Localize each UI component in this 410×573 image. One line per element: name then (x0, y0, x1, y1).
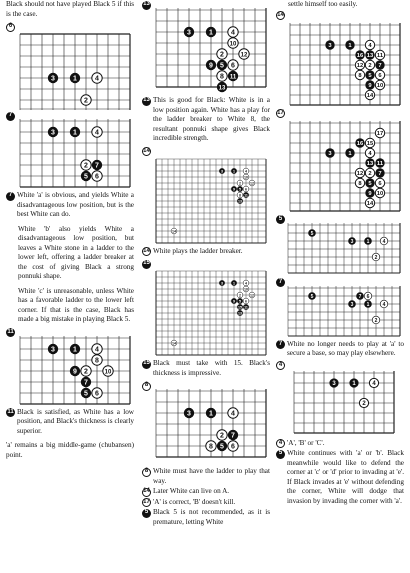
svg-text:10: 10 (376, 190, 384, 197)
svg-text:5: 5 (220, 62, 224, 70)
svg-text:4: 4 (231, 410, 235, 418)
diagram-17 (276, 109, 404, 213)
svg-text:6: 6 (95, 173, 99, 181)
note-14-number: 14 (142, 488, 151, 497)
svg-text:4: 4 (95, 346, 99, 353)
diagram-6 (6, 22, 134, 110)
svg-text:2: 2 (368, 62, 372, 69)
svg-text:4: 4 (95, 129, 99, 137)
svg-text:5: 5 (310, 293, 314, 300)
svg-text:2: 2 (84, 162, 88, 170)
svg-text:3: 3 (328, 150, 332, 157)
svg-text:8: 8 (95, 357, 99, 364)
svg-text:10: 10 (229, 41, 237, 48)
svg-text:4: 4 (95, 75, 99, 83)
svg-text:11: 11 (376, 160, 384, 167)
diagram-4 (276, 361, 404, 439)
note-4 (276, 439, 404, 449)
diagram-7b-caption (276, 340, 404, 359)
diagram-13 (142, 0, 270, 96)
diagram-5-label: 5 (276, 215, 285, 224)
para-white-b: White 'b' also yields White a disadvantageous low position, but leaves a White stone in a ladder to the lower left, offering a ladder breaker at the cost of giving Black a strong ponnuki shape. (18, 224, 134, 280)
diagram-14b-label: 14 (276, 11, 285, 20)
svg-text:1: 1 (73, 129, 77, 137)
diagram-14 (142, 147, 270, 247)
svg-text:1: 1 (73, 75, 77, 83)
svg-text:10: 10 (244, 287, 248, 292)
note-17-text: 'A' is correct, 'B' doesn't kill. (153, 497, 236, 506)
svg-text:7: 7 (84, 379, 88, 386)
svg-text:2: 2 (239, 293, 241, 298)
para-white-c: White 'c' is unreasonable, unless White has a favorable ladder to the lower left corner. If that is the case, Black has made a big mistake in playing Black 5. (18, 286, 134, 323)
svg-text:6: 6 (95, 390, 99, 397)
svg-text:9: 9 (209, 62, 213, 70)
diagram-7b (276, 278, 404, 340)
svg-text:6: 6 (378, 72, 382, 79)
svg-text:10: 10 (376, 82, 384, 89)
svg-text:4: 4 (245, 168, 247, 173)
column-left (6, 0, 134, 460)
caption-14-text: White plays the ladder breaker. (153, 246, 243, 255)
svg-text:1: 1 (348, 150, 352, 157)
caption-7-number: 7 (6, 192, 15, 201)
svg-text:14: 14 (366, 92, 374, 99)
svg-text:12: 12 (250, 180, 254, 185)
caption-13-number: 13 (142, 97, 151, 106)
go-board-6 (6, 22, 134, 110)
diagram-7b-label: 7 (276, 278, 285, 287)
svg-text:7: 7 (378, 170, 382, 177)
svg-text:16: 16 (356, 140, 364, 147)
svg-text:5: 5 (310, 230, 314, 237)
svg-text:4: 4 (368, 42, 372, 49)
go-board-7b (276, 278, 404, 340)
go-board-14b (276, 11, 404, 107)
note-14-text: Later White can live on A. (153, 487, 230, 495)
svg-text:1: 1 (209, 29, 213, 37)
svg-text:4: 4 (372, 380, 376, 387)
svg-text:13: 13 (238, 198, 242, 203)
diagram-11-label: 11 (6, 328, 15, 337)
svg-text:12: 12 (240, 52, 248, 59)
svg-text:9: 9 (368, 82, 372, 89)
svg-text:3: 3 (221, 281, 223, 286)
svg-text:10: 10 (104, 369, 112, 375)
caption-14-number: 14 (142, 247, 151, 256)
svg-text:2: 2 (374, 254, 378, 261)
diagram-7-caption (6, 191, 134, 220)
svg-text:1: 1 (348, 42, 352, 49)
caption-15-text: Black must take with 15. Black's thickness is impressive. (153, 359, 270, 377)
svg-text:2: 2 (362, 400, 366, 407)
svg-text:2: 2 (374, 317, 378, 324)
svg-text:13: 13 (218, 85, 226, 92)
svg-text:1: 1 (366, 301, 370, 308)
diagram-7 (6, 111, 134, 191)
svg-text:8: 8 (239, 192, 241, 197)
svg-text:11: 11 (244, 192, 248, 197)
svg-text:4: 4 (368, 150, 372, 157)
svg-text:9: 9 (73, 368, 77, 375)
diagram-15 (142, 259, 270, 359)
svg-text:3: 3 (350, 238, 354, 245)
svg-text:6: 6 (245, 186, 247, 191)
caption-7-text: White 'a' is obvious, and yields White a disadvantageous low position, but is the best White can do. (17, 191, 134, 218)
note-5b-text: White continues with 'a' or 'b'. Black meanwhile would like to defend the corner at 'c' or 'd' prior to invading at 'e'. If Black invades at 'e' without defending the corner, White will dodge that invasion by invading the corner with 'a'. (287, 449, 404, 505)
diagram-13-caption (142, 96, 270, 144)
svg-text:9: 9 (368, 190, 372, 197)
svg-text:11: 11 (376, 52, 384, 59)
svg-text:3: 3 (187, 29, 191, 37)
svg-text:5: 5 (84, 173, 88, 181)
svg-text:6: 6 (245, 299, 247, 304)
svg-text:3: 3 (350, 301, 354, 308)
note-4-text: 'A', 'B' or 'C'. (287, 438, 325, 447)
note-14 (142, 487, 270, 497)
svg-text:8: 8 (220, 73, 224, 81)
svg-text:6: 6 (378, 180, 382, 187)
svg-text:5: 5 (84, 390, 88, 397)
continued-text: settle himself too easily. (288, 0, 358, 8)
note-5-text: Black 5 is not recommended, as it is premature, letting White (153, 508, 270, 526)
caption-11-number: 11 (6, 408, 15, 417)
note-17 (142, 498, 270, 508)
diagram-8-label: 8 (142, 382, 151, 391)
diagram-15-label: 15 (142, 260, 151, 269)
svg-text:8: 8 (358, 180, 362, 187)
svg-text:14: 14 (366, 200, 374, 207)
svg-text:12: 12 (356, 170, 364, 177)
svg-text:2: 2 (239, 180, 241, 185)
go-board-14 (142, 147, 270, 247)
diagram-6-label: 6 (6, 23, 15, 32)
note-5 (142, 508, 270, 527)
go-board-15 (142, 259, 270, 359)
go-board-7 (6, 111, 134, 191)
svg-text:17: 17 (376, 130, 384, 137)
diagram-7-label: 7 (6, 112, 15, 121)
go-board-4 (276, 361, 404, 439)
svg-text:4: 4 (382, 301, 386, 308)
svg-text:7: 7 (378, 62, 382, 69)
svg-text:1: 1 (233, 168, 235, 173)
svg-text:4: 4 (245, 281, 247, 286)
svg-text:13: 13 (366, 52, 374, 59)
diagram-8-caption (142, 467, 270, 486)
diagram-14b (276, 11, 404, 107)
svg-text:3: 3 (51, 129, 55, 137)
svg-text:1: 1 (209, 410, 213, 418)
svg-text:5: 5 (239, 186, 241, 191)
caption-11-text: Black is satisfied, as White has a low position, and Black's thickness is clearly superior. (17, 407, 134, 435)
go-board-8 (142, 381, 270, 467)
diagram-8 (142, 381, 270, 467)
caption-15-number: 15 (142, 360, 151, 369)
caption-8-text: White must have the ladder to play that way. (153, 467, 270, 485)
svg-text:6: 6 (231, 62, 235, 70)
svg-text:14: 14 (172, 228, 176, 233)
svg-text:6: 6 (231, 443, 235, 451)
svg-text:15: 15 (366, 140, 374, 147)
caption-7b-text: White no longer needs to play at 'a' to secure a base, so may play elsewhere. (287, 339, 404, 357)
column-right (276, 0, 404, 506)
note-17-number: 17 (142, 498, 151, 507)
svg-text:1: 1 (352, 380, 356, 387)
note-4-number: 4 (276, 439, 285, 448)
diagram-14-caption (142, 247, 270, 257)
svg-text:3: 3 (221, 168, 223, 173)
svg-text:6: 6 (366, 293, 370, 300)
svg-text:2: 2 (84, 97, 88, 105)
svg-text:3: 3 (51, 75, 55, 83)
svg-text:14: 14 (172, 341, 176, 346)
diagram-17-label: 17 (276, 109, 285, 118)
svg-text:4: 4 (382, 238, 386, 245)
diagram-4-label: 4 (276, 361, 285, 370)
diagram-11-caption (6, 408, 134, 437)
note-5-number: 5 (142, 509, 151, 518)
svg-text:2: 2 (220, 432, 224, 440)
caption-8-number: 8 (142, 468, 151, 477)
intro-text: Black should not have played Black 5 if this is the case. (6, 0, 134, 18)
diagram-5 (276, 215, 404, 277)
svg-text:12: 12 (250, 293, 254, 298)
svg-text:3: 3 (328, 42, 332, 49)
column-middle (142, 0, 270, 527)
svg-text:2: 2 (84, 368, 88, 375)
svg-text:2: 2 (220, 51, 224, 59)
diagram-15-caption (142, 359, 270, 378)
svg-text:7: 7 (95, 162, 99, 170)
svg-text:3: 3 (332, 380, 336, 387)
svg-text:11: 11 (244, 305, 248, 310)
svg-text:16: 16 (356, 52, 364, 59)
svg-text:2: 2 (368, 170, 372, 177)
svg-text:1: 1 (366, 238, 370, 245)
svg-text:8: 8 (358, 72, 362, 79)
caption-13-text: This is good for Black: White is in a low position again. White has a play for the ladder breaker to White 8, the resultant ponnuki shape gives Black incredible strength. (153, 96, 270, 142)
svg-text:5: 5 (239, 299, 241, 304)
svg-text:7: 7 (358, 293, 362, 300)
para-point-a: 'a' remains a big middle-game (chubansen) point. (6, 441, 134, 459)
svg-text:11: 11 (229, 74, 237, 81)
svg-text:7: 7 (231, 432, 235, 440)
svg-text:5: 5 (368, 180, 372, 187)
svg-text:9: 9 (233, 186, 235, 191)
svg-text:1: 1 (73, 346, 77, 353)
svg-text:10: 10 (244, 174, 248, 179)
svg-text:3: 3 (187, 410, 191, 418)
svg-text:15: 15 (238, 305, 242, 310)
diagram-13-label: 13 (142, 1, 151, 10)
svg-text:9: 9 (233, 299, 235, 304)
note-5b (276, 449, 404, 506)
svg-text:4: 4 (231, 29, 235, 37)
svg-text:3: 3 (51, 346, 55, 353)
diagram-14-label: 14 (142, 147, 151, 156)
go-board-5 (276, 215, 404, 277)
svg-text:13: 13 (366, 160, 374, 167)
svg-text:5: 5 (368, 72, 372, 79)
go-board-13 (142, 0, 270, 96)
note-5b-number: 5 (276, 450, 285, 459)
go-board-11 (6, 328, 134, 408)
caption-7b-number: 7 (276, 340, 285, 349)
svg-text:13: 13 (238, 311, 242, 316)
svg-text:1: 1 (233, 281, 235, 286)
svg-text:8: 8 (209, 443, 213, 451)
diagram-11 (6, 328, 134, 408)
svg-text:5: 5 (220, 443, 224, 451)
svg-text:12: 12 (356, 62, 364, 69)
go-board-17 (276, 109, 404, 213)
